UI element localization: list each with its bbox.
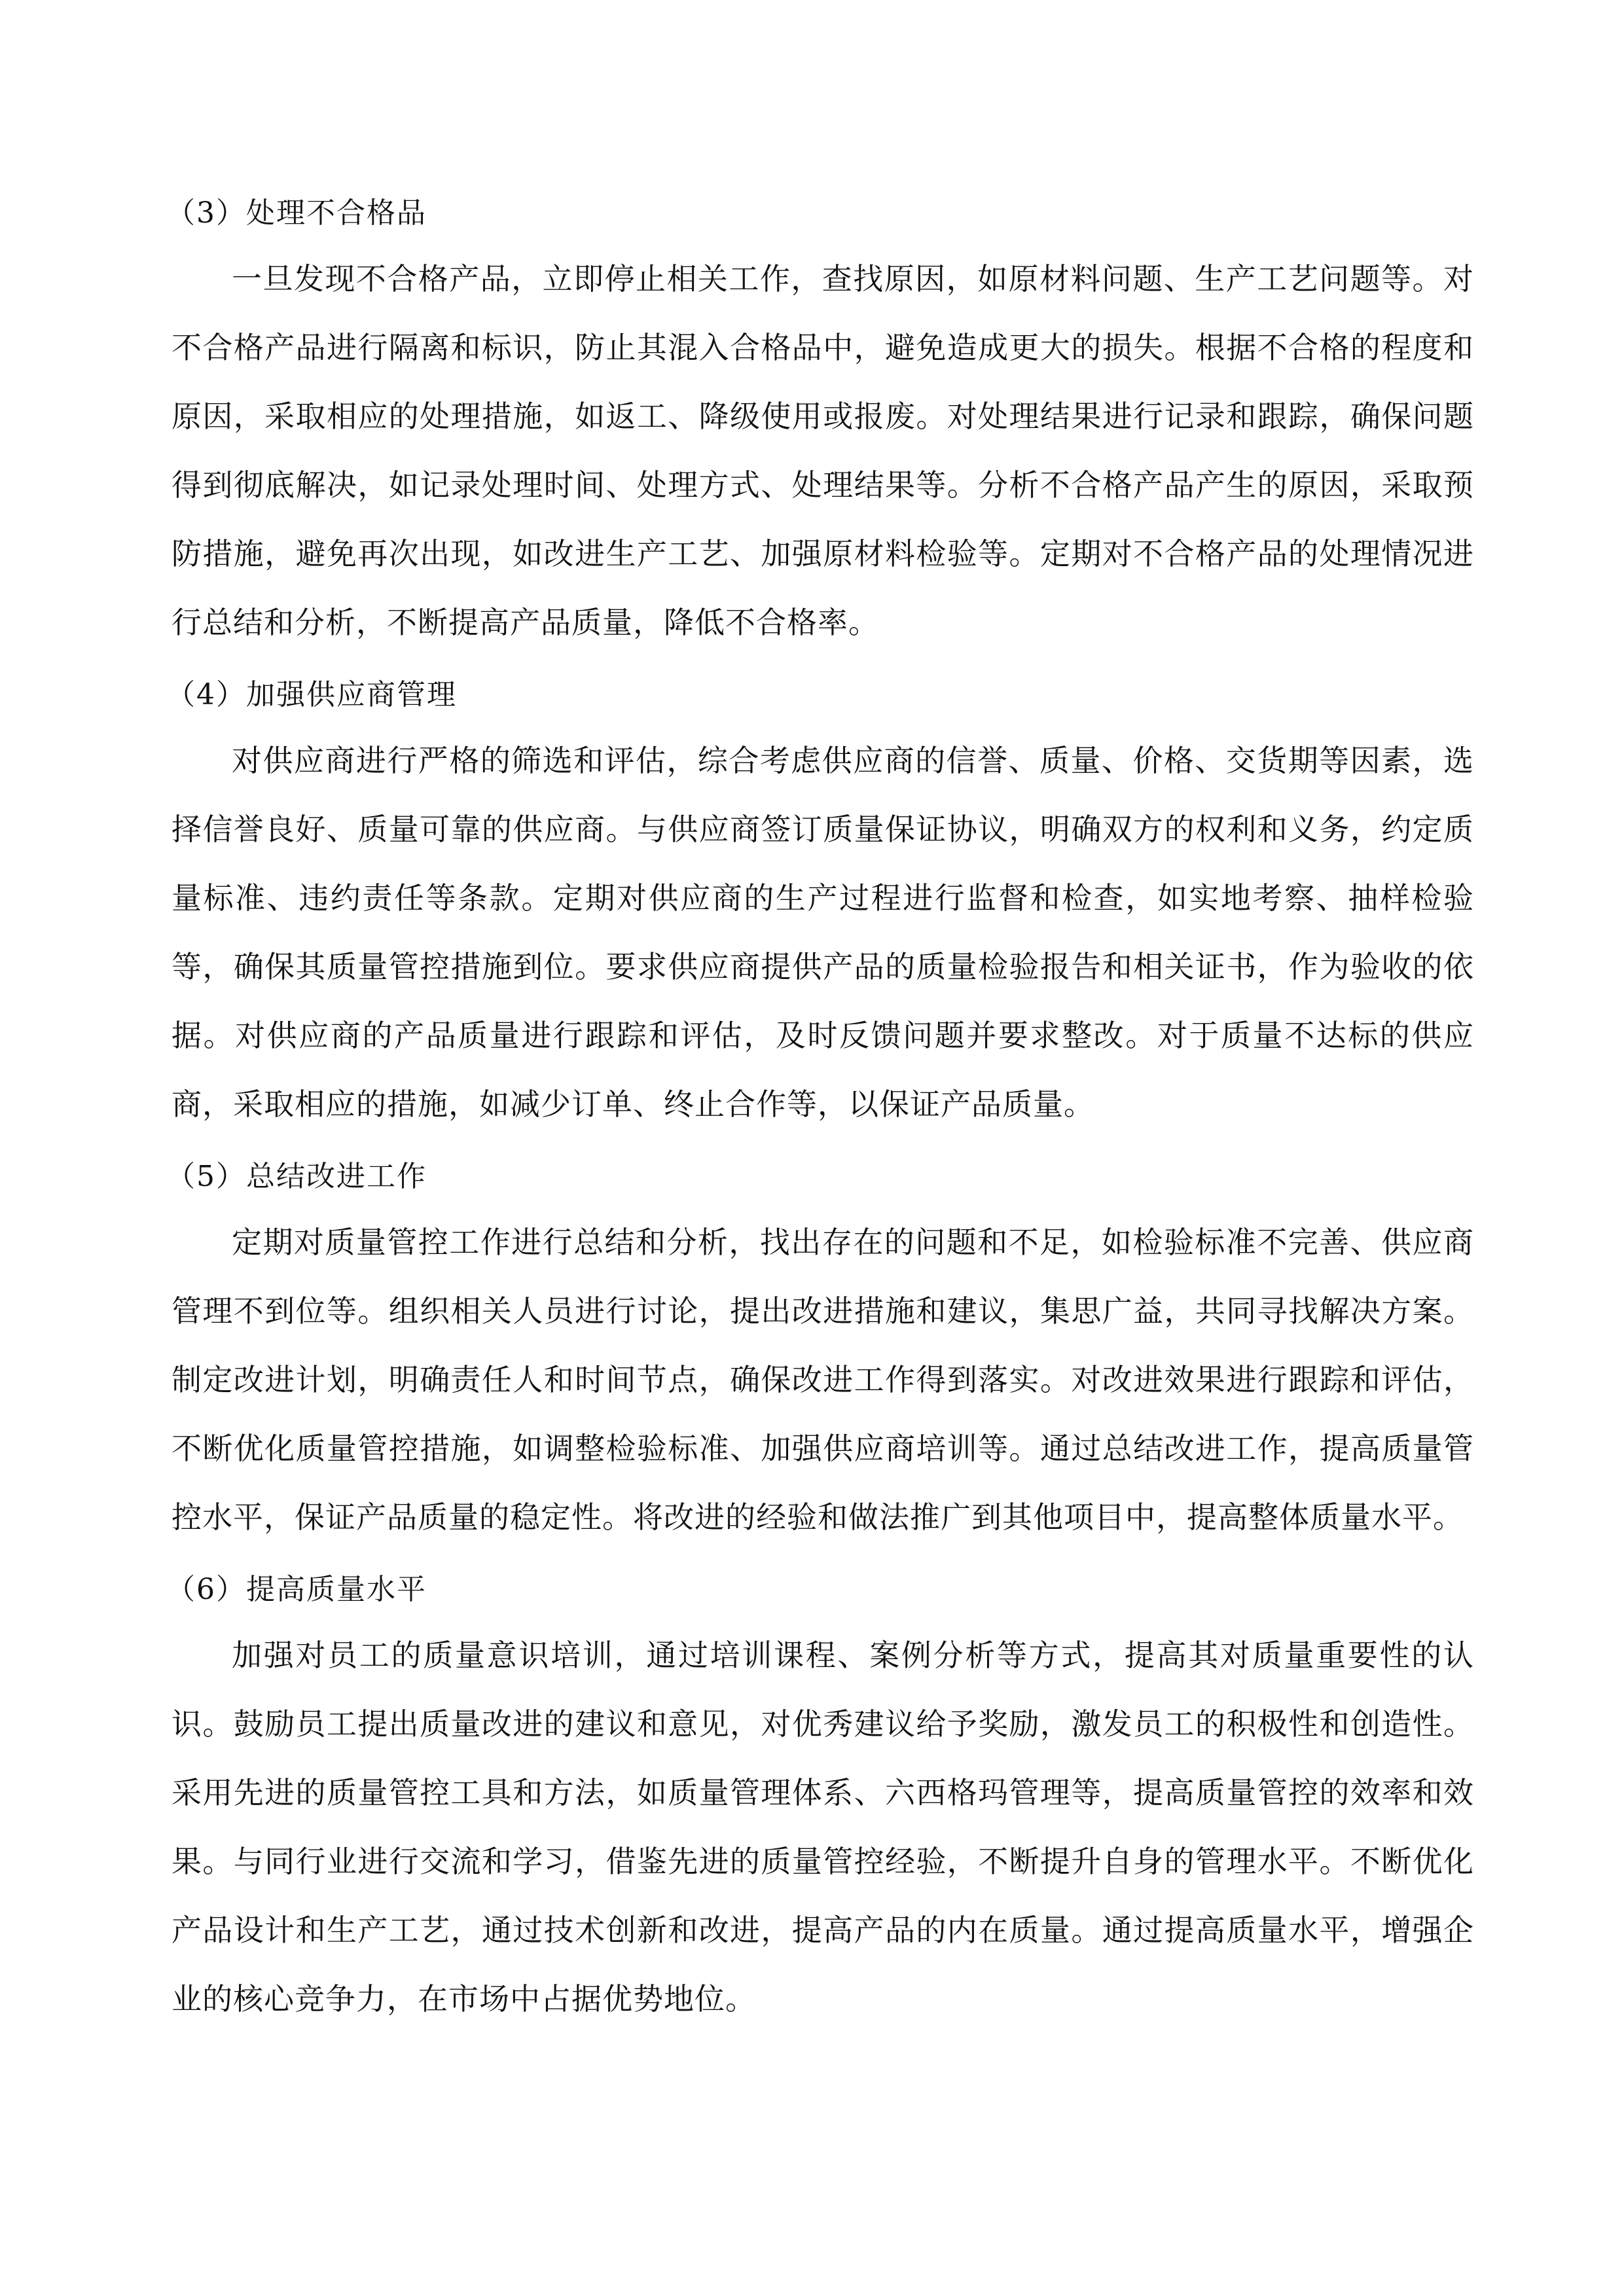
document-content [166,190,1474,2048]
section-heading: （4）加强供应商管理 [166,678,457,711]
section-paragraph: 对供应商进行严格的筛选和评估，综合考虑供应商的信誉、质量、价格、交货期等因素，选择信誉良好、质量可靠的供应商。与供应商签订质量保证协议，明确双方的权利和义务，约定质量标准、违约责任等条款。定期对供应商的生产过程进行监督和检查，如实地考察、抽样检验等，确保其质量管控措施到位。要求供应商提供产品的质量检验报告和相关证书，作为验收的依据。对供应商的产品质量进行跟踪和评估，及时反馈问题并要求整改。对于质量不达标的供应商，采取相应的措施，如减少订单、终止合作等，以保证产品质量。 [171,743,1474,1122]
section-summary-improvement [166,1153,1474,1552]
section-improve-quality [166,1566,1474,2034]
section-heading: （3）处理不合格品 [166,196,427,230]
section-handle-nonconforming [166,190,1474,657]
section-heading: （6）提高质量水平 [166,1573,427,1606]
section-paragraph: 加强对员工的质量意识培训，通过培训课程、案例分析等方式，提高其对质量重要性的认识。鼓励员工提出质量改进的建议和意见，对优秀建议给予奖励，激发员工的积极性和创造性。采用先进的质量管控工具和方法，如质量管理体系、六西格玛管理等，提高质量管控的效率和效果。与同行业进行交流和学习，借鉴先进的质量管控经验，不断提升自身的管理水平。不断优化产品设计和生产工艺，通过技术创新和改进，提高产品的内在质量。通过提高质量水平，增强企业的核心竞争力，在市场中占据优势地位。 [171,1638,1474,2017]
section-heading: （5）总结改进工作 [166,1160,427,1193]
section-paragraph: 一旦发现不合格产品，立即停止相关工作，查找原因，如原材料问题、生产工艺问题等。对不合格产品进行隔离和标识，防止其混入合格品中，避免造成更大的损失。根据不合格的程度和原因，采取相应的处理措施，如返工、降级使用或报废。对处理结果进行记录和跟踪，确保问题得到彻底解决，如记录处理时间、处理方式、处理结果等。分析不合格产品产生的原因，采取预防措施，避免再次出现，如改进生产工艺、加强原材料检验等。定期对不合格产品的处理情况进行总结和分析，不断提高产品质量，降低不合格率。 [171,261,1474,640]
section-supplier-management [166,672,1474,1139]
section-paragraph: 定期对质量管控工作进行总结和分析，找出存在的问题和不足，如检验标准不完善、供应商管理不到位等。组织相关人员进行讨论，提出改进措施和建议，集思广益，共同寻找解决方案。制定改进计划，明确责任人和时间节点，确保改进工作得到落实。对改进效果进行跟踪和评估，不断优化质量管控措施，如调整检验标准、加强供应商培训等。通过总结改进工作，提高质量管控水平，保证产品质量的稳定性。将改进的经验和做法推广到其他项目中，提高整体质量水平。 [171,1225,1474,1535]
